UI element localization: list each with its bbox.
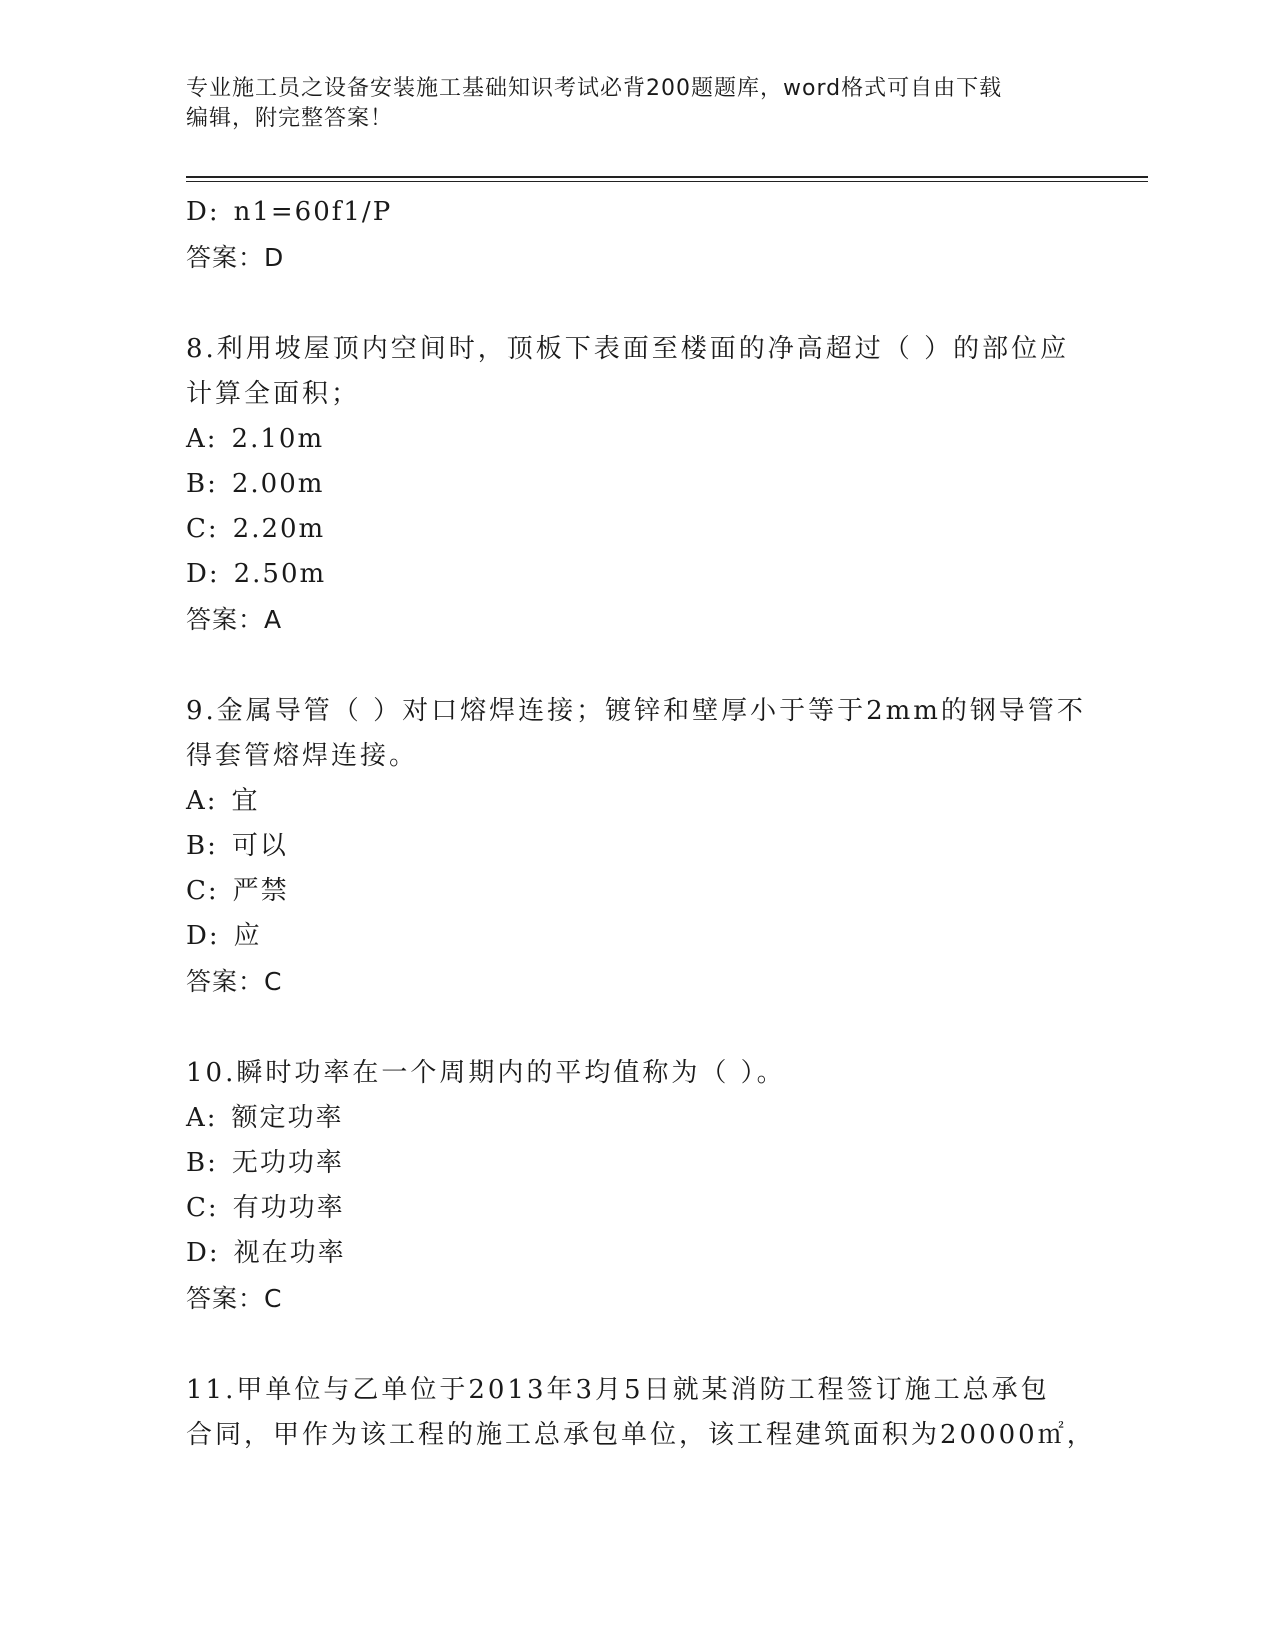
question-11-text-line-1: 11.甲单位与乙单位于2013年3月5日就某消防工程签订施工总承包 — [186, 1375, 1050, 1405]
question-9-text-line-1: 9.金属导管（ ）对口熔焊连接；镀锌和壁厚小于等于2mm的钢导管不 — [186, 696, 1086, 726]
question-10-option-d — [186, 1231, 1086, 1276]
question-11-text-line-2: 合同，甲作为该工程的施工总承包单位，该工程建筑面积为20000㎡， — [186, 1420, 1096, 1450]
option-text: 2.00m — [231, 469, 325, 499]
question-9-option-d — [186, 914, 1086, 959]
question-10 — [186, 1051, 1086, 1321]
header-title-line-2: 编辑，附完整答案！ — [186, 106, 394, 131]
question-10-option-a — [186, 1096, 1086, 1141]
question-10-option-b — [186, 1141, 1086, 1186]
document-header — [186, 74, 1086, 134]
option-text: n1=60f1/P — [233, 197, 393, 227]
option-text: 严禁 — [232, 876, 289, 906]
option-label: A: — [186, 424, 218, 454]
option-label: D: — [186, 1238, 220, 1268]
option-label: A: — [186, 786, 218, 816]
question-10-option-c — [186, 1186, 1086, 1231]
header-title-line-1: 专业施工员之设备安装施工基础知识考试必背200题题库，word格式可自由下载 — [186, 76, 1003, 101]
header-divider-thick — [186, 176, 1148, 178]
option-text: 2.50m — [233, 559, 327, 589]
option-label: A: — [186, 1103, 218, 1133]
option-label: C: — [186, 876, 219, 906]
question-10-text-line-1: 10.瞬时功率在一个周期内的平均值称为（ ）。 — [186, 1058, 786, 1088]
question-spacer — [186, 280, 1086, 327]
option-text: 可以 — [231, 831, 288, 861]
option-text: 2.10m — [231, 424, 325, 454]
question-8-text-line-1: 8.利用坡屋顶内空间时，顶板下表面至楼面的净高超过（ ）的部位应 — [186, 334, 1070, 364]
question-8-text-line-2: 计算全面积； — [186, 379, 361, 409]
question-9-option-b — [186, 824, 1086, 869]
header-divider-thin — [186, 181, 1148, 182]
option-label: B: — [186, 469, 218, 499]
prev-option-d — [186, 190, 1086, 235]
question-8-option-c — [186, 507, 1086, 552]
question-9 — [186, 689, 1086, 1004]
question-spacer — [186, 1004, 1086, 1051]
option-label: D: — [186, 197, 220, 227]
option-text: 有功功率 — [232, 1193, 345, 1223]
question-10-answer: 答案：C — [186, 1284, 283, 1313]
prev-answer: 答案：D — [186, 243, 285, 272]
question-9-answer: 答案：C — [186, 967, 283, 996]
question-8-option-a — [186, 417, 1086, 462]
option-text: 额定功率 — [231, 1103, 344, 1133]
question-8-option-d — [186, 552, 1086, 597]
question-11 — [186, 1368, 1096, 1458]
option-label: B: — [186, 831, 218, 861]
option-text: 无功功率 — [231, 1148, 344, 1178]
question-8 — [186, 327, 1086, 642]
option-text: 2.20m — [232, 514, 326, 544]
option-label: C: — [186, 514, 219, 544]
option-text: 宜 — [231, 786, 260, 816]
question-8-option-b — [186, 462, 1086, 507]
question-8-answer: 答案：A — [186, 605, 283, 634]
question-spacer — [186, 1321, 1086, 1368]
option-label: C: — [186, 1193, 219, 1223]
question-9-option-a — [186, 779, 1086, 824]
option-label: D: — [186, 559, 220, 589]
option-text: 应 — [233, 921, 262, 951]
question-spacer — [186, 642, 1086, 689]
option-text: 视在功率 — [233, 1238, 346, 1268]
option-label: B: — [186, 1148, 218, 1178]
option-label: D: — [186, 921, 220, 951]
question-9-text-line-2: 得套管熔焊连接。 — [186, 741, 419, 771]
question-content — [186, 190, 1096, 1458]
question-9-option-c — [186, 869, 1086, 914]
